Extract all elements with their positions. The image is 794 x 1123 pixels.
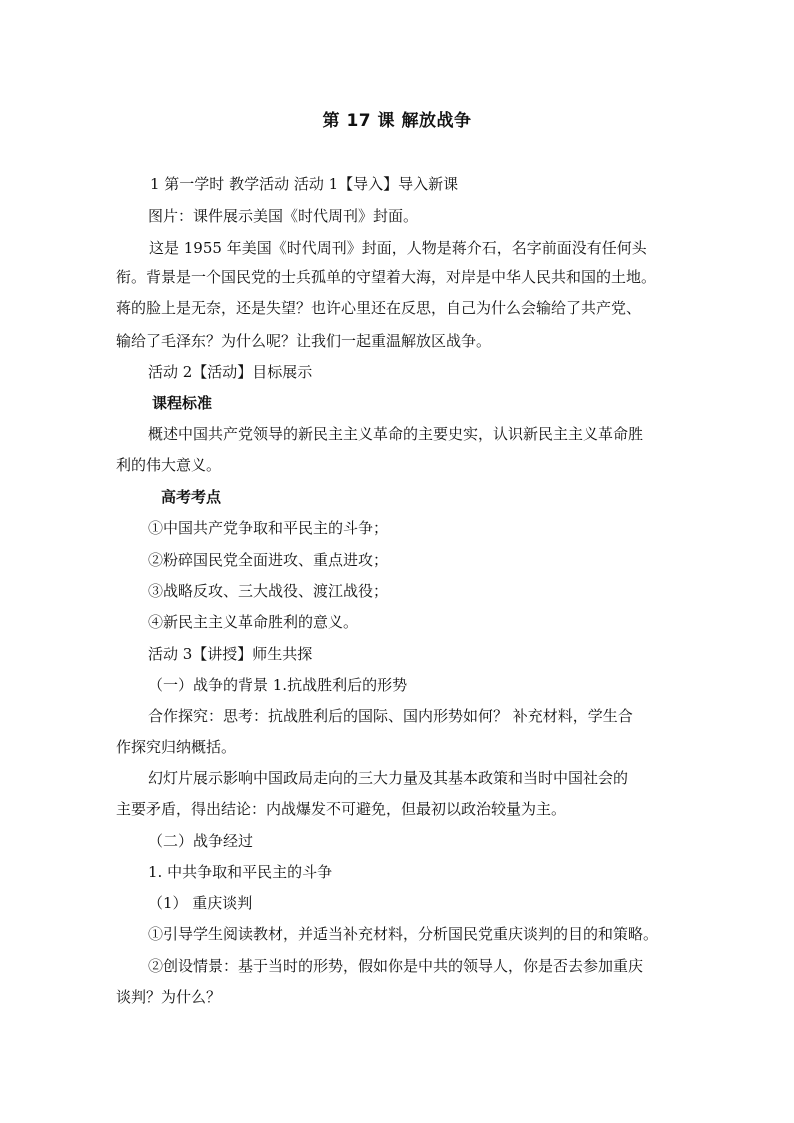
subheading: 高考考点 [161,488,222,506]
text-line: （一）战争的背景 1.抗战胜利后的形势 [148,676,408,694]
text-line: ①引导学生阅读教材，并适当补充材料，分析国民党重庆谈判的目的和策略。 [148,925,659,943]
text-line: 幻灯片展示影响中国政局走向的三大力量及其基本政策和当时中国社会的 [148,769,629,787]
text-line: 利的伟大意义。 [116,456,222,474]
text-line: 作探究归纳概括。 [116,738,237,756]
section-heading: 活动 3【讲授】师生共探 [148,645,313,663]
text-line: 1. 中共争取和平民主的斗争 [148,863,333,881]
text-line: （1） 重庆谈判 [148,894,253,912]
text-line: （二）战争经过 [148,832,254,850]
text-line: 衔。背景是一个国民党的士兵孤单的守望着大海，对岸是中华人民共和国的土地。 [116,268,657,286]
text-line: 主要矛盾，得出结论：内战爆发不可避免，但最初以政治较量为主。 [116,800,567,818]
list-item: ③战略反攻、三大战役、渡江战役； [148,582,389,600]
text-line: 概述中国共产党领导的新民主主义革命的主要史实，认识新民主主义革命胜 [148,425,644,443]
page-title: 第 17 课 解放战争 [322,111,472,131]
text-line: ②创设情景：基于当时的形势，假如你是中共的领导人，你是否去参加重庆 [148,957,644,975]
text-line: 蒋的脸上是无奈，还是失望？也许心里还在反思，自己为什么会输给了共产党、 [116,299,642,317]
text-line: 1 第一学时 教学活动 活动 1【导入】导入新课 [150,175,459,193]
section-heading: 活动 2【活动】目标展示 [148,363,313,381]
list-item: ①中国共产党争取和平民主的斗争； [148,519,389,537]
text-line: 谈判？为什么？ [116,988,222,1006]
text-line: 这是 1955 年美国《时代周刊》封面，人物是蒋介石，名字前面没有任何头 [149,239,647,257]
text-line: 图片：课件展示美国《时代周刊》封面。 [148,207,419,225]
text-line: 合作探究：思考：抗战胜利后的国际、国内形势如何？ 补充材料，学生合 [148,707,633,725]
list-item: ②粉碎国民党全面进攻、重点进攻； [148,551,389,569]
subheading: 课程标准 [152,394,213,412]
list-item: ④新民主主义革命胜利的意义。 [148,613,359,631]
text-line: 输给了毛泽东？为什么呢？让我们一起重温解放区战争。 [116,332,492,350]
